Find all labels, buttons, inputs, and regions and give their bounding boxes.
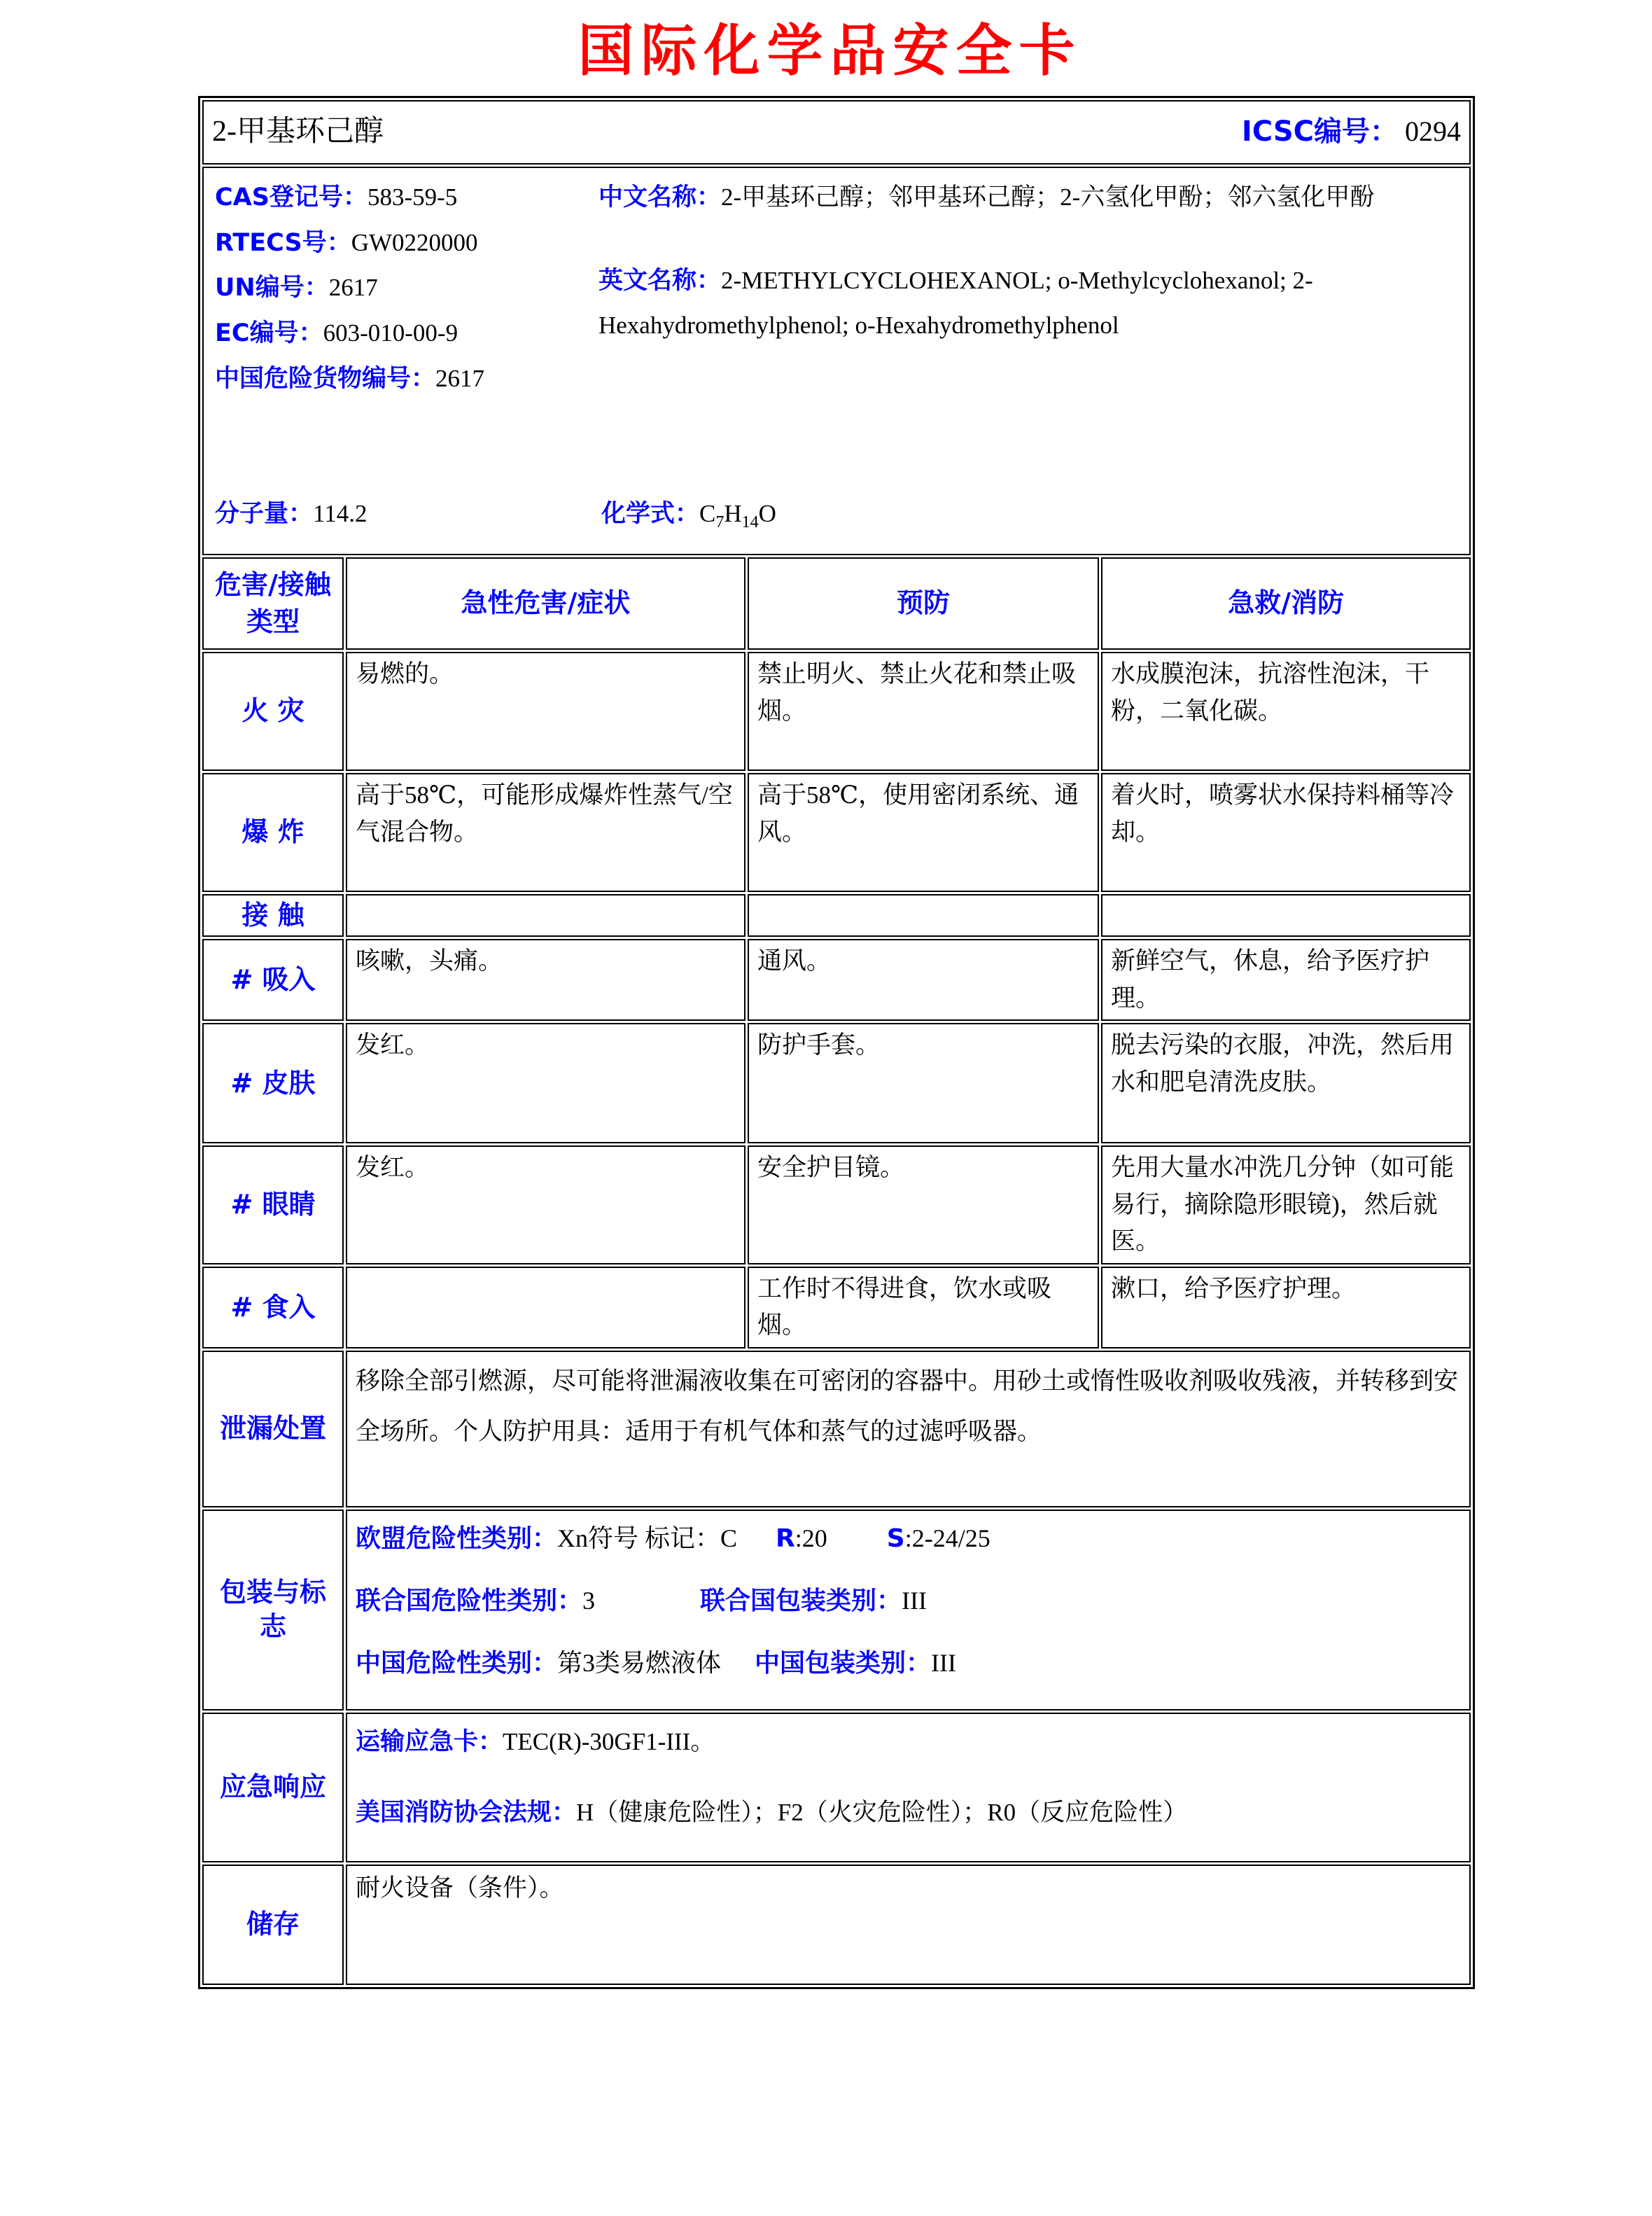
china-dg-number-value: 2617 bbox=[435, 364, 485, 392]
header-hazard-type: 危害/接触类型 bbox=[202, 557, 344, 650]
hazard-row-label: # 眼睛 bbox=[202, 1145, 344, 1264]
identifier-list bbox=[215, 175, 484, 401]
page-title: 国际化学品安全卡 bbox=[578, 18, 1082, 83]
hazard-row-exposure bbox=[202, 894, 1471, 937]
rtecs-number-value: GW0220000 bbox=[351, 228, 478, 256]
un-number-line bbox=[215, 265, 484, 311]
spill-disposal-row bbox=[202, 1351, 1471, 1507]
s-phrase-label: S bbox=[886, 1524, 905, 1553]
hazard-row-eyes bbox=[202, 1145, 1471, 1264]
cas-number-value: 583-59-5 bbox=[367, 183, 458, 211]
un-number-label: UN编号： bbox=[215, 274, 329, 302]
icsc-number-value: 0294 bbox=[1405, 116, 1462, 147]
formula-h-count: 14 bbox=[741, 513, 759, 531]
substance-name: 2-甲基环己醇 bbox=[212, 115, 384, 148]
prevention-cell: 工作时不得进食，饮水或吸烟。 bbox=[748, 1267, 1099, 1349]
header-prevention: 预防 bbox=[748, 557, 1099, 650]
un-pack-group-value: III bbox=[902, 1586, 927, 1615]
storage-row bbox=[202, 1865, 1471, 1985]
formula-h: H bbox=[724, 500, 742, 527]
identifiers-row bbox=[202, 167, 1471, 555]
hazard-row-label: 接 触 bbox=[202, 894, 344, 937]
un-hazard-class-value: 3 bbox=[582, 1586, 596, 1615]
firstaid-cell: 水成膜泡沫，抗溶性泡沫，干粉，二氧化碳。 bbox=[1101, 652, 1471, 771]
chemical-formula-label: 化学式： bbox=[601, 500, 700, 528]
hazard-row-label: # 食入 bbox=[202, 1267, 344, 1349]
firstaid-cell bbox=[1101, 894, 1471, 937]
un-class-line bbox=[356, 1582, 1461, 1620]
transport-emergency-card-line bbox=[356, 1724, 1461, 1761]
r-phrase-value: :20 bbox=[794, 1524, 827, 1552]
ec-number-value: 603-010-00-9 bbox=[323, 319, 458, 347]
nfpa-code-value: H（健康危险性）；F2（火灾危险性）；R0（反应危险性） bbox=[576, 1799, 1188, 1827]
hazard-row-label: # 皮肤 bbox=[202, 1023, 344, 1143]
prevention-cell: 通风。 bbox=[748, 939, 1099, 1021]
chinese-name-label: 中文名称： bbox=[598, 183, 722, 211]
formula-o: O bbox=[758, 500, 776, 527]
hazard-row-ingestion bbox=[202, 1267, 1471, 1349]
molecular-line bbox=[215, 496, 1457, 546]
rtecs-number-label: RTECS号： bbox=[215, 228, 351, 257]
molecular-weight bbox=[215, 500, 367, 527]
hazard-row-fire bbox=[202, 652, 1471, 771]
china-class-line bbox=[356, 1644, 1461, 1682]
china-hazard-class-label: 中国危险性类别： bbox=[356, 1648, 558, 1678]
rtecs-number-line bbox=[215, 221, 484, 266]
un-number-value: 2617 bbox=[328, 274, 378, 302]
un-pack-group-label: 联合国包装类别： bbox=[700, 1586, 902, 1615]
english-name-line bbox=[598, 258, 1457, 348]
firstaid-cell: 漱口，给予医疗护理。 bbox=[1101, 1267, 1471, 1349]
eu-hazard-class-value: Xn符号 标记：C bbox=[557, 1524, 738, 1552]
hazard-row-label: 爆 炸 bbox=[202, 773, 344, 892]
english-name-label: 英文名称： bbox=[598, 266, 722, 295]
cas-number-line bbox=[215, 175, 484, 221]
firstaid-cell: 脱去污染的衣服，冲洗，然后用水和肥皂清洗皮肤。 bbox=[1101, 1023, 1471, 1143]
china-pack-group-value: III bbox=[931, 1648, 957, 1677]
ec-number-line bbox=[215, 311, 484, 356]
china-hazard-class-value: 第3类易燃液体 bbox=[557, 1648, 722, 1677]
transport-emergency-card-label: 运输应急卡： bbox=[356, 1727, 503, 1756]
symptoms-cell: 易燃的。 bbox=[346, 652, 746, 771]
header-firstaid-firefighting: 急救/消防 bbox=[1101, 557, 1471, 650]
icsc-number-label: ICSC编号： bbox=[1241, 116, 1399, 148]
eu-hazard-class-line bbox=[356, 1519, 1461, 1558]
china-dg-number-label: 中国危险货物编号： bbox=[215, 364, 436, 393]
hazard-header-row bbox=[202, 557, 1471, 650]
nfpa-code-line bbox=[356, 1790, 1461, 1837]
english-name-value: 2-METHYLCYCLOHEXANOL; o-Methylcyclohexanol; 2-Hexahydromethylphenol; o-Hexahydromethylphenol bbox=[598, 266, 1313, 340]
r-phrase-label: R bbox=[776, 1524, 795, 1553]
symptoms-cell bbox=[346, 1267, 746, 1349]
storage-text: 耐火设备（条件）。 bbox=[356, 1874, 564, 1902]
prevention-cell: 防护手套。 bbox=[748, 1023, 1099, 1143]
packaging-labelling-label: 包装与标志 bbox=[202, 1510, 344, 1710]
name-row bbox=[202, 100, 1471, 165]
firstaid-cell: 新鲜空气，休息，给予医疗护理。 bbox=[1101, 939, 1471, 1021]
hazard-row-explosion bbox=[202, 773, 1471, 892]
packaging-labelling-row bbox=[202, 1510, 1471, 1710]
china-dg-number-line bbox=[215, 356, 484, 402]
ec-number-label: EC编号： bbox=[215, 319, 323, 348]
prevention-cell bbox=[748, 894, 1099, 937]
chemical-names bbox=[598, 175, 1457, 348]
hazard-row-label: # 吸入 bbox=[202, 939, 344, 1021]
prevention-cell: 高于58℃，使用密闭系统、通风。 bbox=[748, 773, 1099, 892]
hazard-row-skin bbox=[202, 1023, 1471, 1143]
emergency-response-row bbox=[202, 1713, 1471, 1862]
un-hazard-class-label: 联合国危险性类别： bbox=[356, 1586, 583, 1615]
symptoms-cell: 发红。 bbox=[346, 1145, 746, 1264]
header-acute-symptoms: 急性危害/症状 bbox=[346, 557, 746, 650]
symptoms-cell: 发红。 bbox=[346, 1023, 746, 1143]
cas-number-label: CAS登记号： bbox=[215, 183, 368, 211]
prevention-cell: 禁止明火、禁止火花和禁止吸烟。 bbox=[748, 652, 1099, 771]
nfpa-code-label: 美国消防协会法规： bbox=[356, 1799, 577, 1827]
symptoms-cell: 高于58℃，可能形成爆炸性蒸气/空气混合物。 bbox=[346, 773, 746, 892]
chinese-name-value: 2-甲基环己醇；邻甲基环己醇；2-六氢化甲酚；邻六氢化甲酚 bbox=[721, 183, 1375, 211]
symptoms-cell bbox=[346, 894, 746, 937]
s-phrase-value: :2-24/25 bbox=[904, 1524, 990, 1552]
icsc-number-group bbox=[1242, 111, 1461, 153]
spill-disposal-label: 泄漏处置 bbox=[202, 1351, 344, 1507]
china-pack-group-label: 中国包装类别： bbox=[755, 1648, 932, 1678]
transport-emergency-card-value: TEC(R)-30GF1-III。 bbox=[503, 1727, 715, 1755]
molecular-weight-label: 分子量： bbox=[215, 500, 314, 528]
formula-c-count: 7 bbox=[715, 513, 724, 531]
chemical-formula bbox=[601, 496, 776, 533]
formula-c: C bbox=[699, 500, 716, 527]
hazard-row-inhalation bbox=[202, 939, 1471, 1021]
firstaid-cell: 先用大量水冲洗几分钟（如可能易行，摘除隐形眼镜)，然后就医。 bbox=[1101, 1145, 1471, 1264]
eu-hazard-class-label: 欧盟危险性类别： bbox=[356, 1524, 558, 1553]
symptoms-cell: 咳嗽，头痛。 bbox=[346, 939, 746, 1021]
hazard-row-label: 火 灾 bbox=[202, 652, 344, 771]
molecular-weight-value: 114.2 bbox=[313, 500, 368, 527]
icsc-card-table bbox=[198, 96, 1475, 1989]
prevention-cell: 安全护目镜。 bbox=[748, 1145, 1099, 1264]
spill-disposal-text: 移除全部引燃源，尽可能将泄漏液收集在可密闭的容器中。用砂土或惰性吸收剂吸收残液，并转移到安全场所。个人防护用具：适用于有机气体和蒸气的过滤呼吸器。 bbox=[356, 1367, 1459, 1445]
chinese-name-line bbox=[598, 175, 1457, 221]
firstaid-cell: 着火时，喷雾状水保持料桶等冷却。 bbox=[1101, 773, 1471, 892]
storage-label: 储存 bbox=[202, 1865, 344, 1985]
emergency-response-label: 应急响应 bbox=[202, 1713, 344, 1862]
